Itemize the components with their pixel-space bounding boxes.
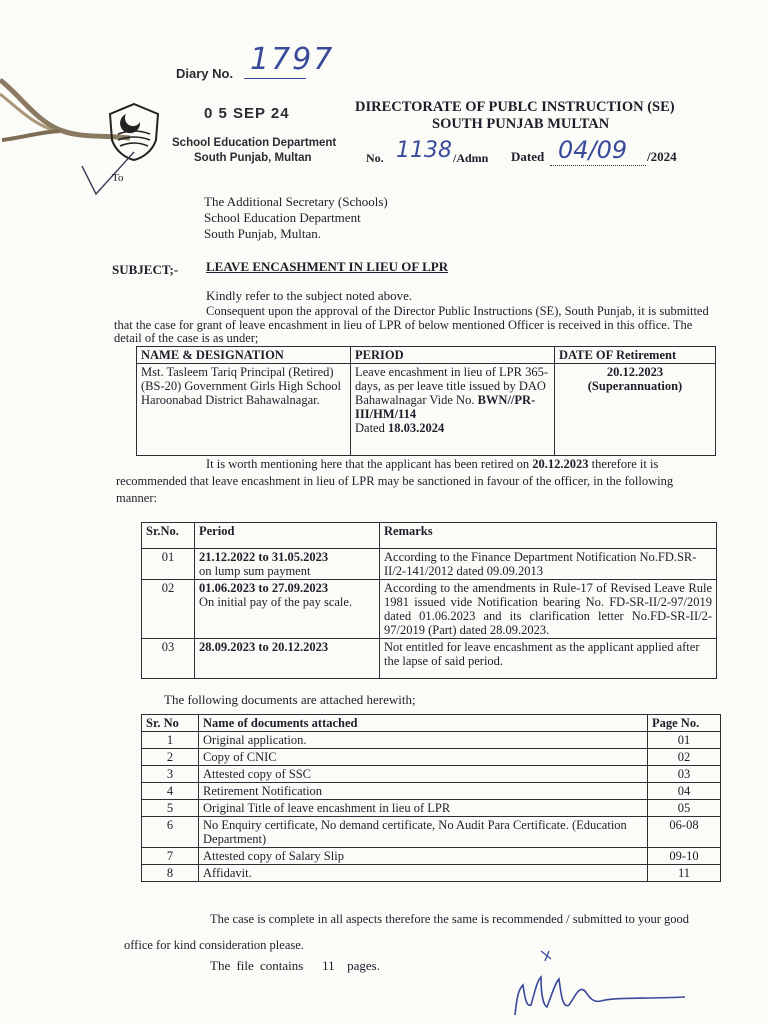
table-header-cell: Sr.No. — [142, 523, 195, 549]
paragraph-recommendation — [116, 456, 716, 507]
diary-label: Diary No. — [176, 66, 234, 81]
table-row — [142, 783, 721, 800]
addressee-line: The Additional Secretary (Schools) — [204, 194, 388, 209]
addressee-block — [204, 194, 388, 242]
dated-underline — [550, 165, 646, 166]
sr-cell: 02 — [142, 580, 195, 639]
document-name-cell: Original application. — [199, 732, 648, 749]
paragraph-file-contains — [210, 958, 380, 974]
sr-cell: 6 — [142, 817, 199, 848]
signature-icon — [505, 945, 705, 1023]
encashment-period-table — [141, 522, 717, 679]
document-name-cell: Attested copy of Salary Slip — [199, 848, 648, 865]
addressee-line: South Punjab, Multan. — [204, 226, 322, 241]
subject-label: SUBJECT;- — [112, 262, 179, 277]
retirement-cell — [555, 364, 716, 456]
dated-label: Dated — [511, 149, 545, 164]
dated-year: /2024 — [647, 149, 677, 164]
table-row — [142, 817, 721, 848]
table-header-cell: Period — [195, 523, 380, 549]
document-name-cell: No Enquiry certificate, No demand certificate, No Audit Para Certificate. (Education Department) — [199, 817, 648, 848]
table-row — [142, 800, 721, 817]
period-dated: 18.03.2024 — [387, 421, 445, 435]
table-header-row — [142, 523, 717, 549]
page-no-cell: 06-08 — [648, 817, 721, 848]
recommendation-text-cont: therefore it is recommended that leave encashment in lieu of LPR may be sanctioned in favour of the officer, in the following manner: — [116, 457, 674, 505]
subject-text: LEAVE ENCASHMENT IN LIEU OF LPR — [206, 259, 449, 274]
sr-cell: 01 — [142, 549, 195, 580]
table-header-cell: Name of documents attached — [199, 715, 648, 732]
checkmark-icon — [78, 150, 138, 200]
table-row — [142, 549, 717, 580]
sr-cell: 1 — [142, 732, 199, 749]
period-dated-label: Dated — [355, 421, 388, 435]
table-row — [142, 848, 721, 865]
table-row — [142, 749, 721, 766]
table-header-cell: DATE OF Retirement — [555, 347, 716, 364]
stamp-dept-line2: South Punjab, Multan — [194, 152, 312, 164]
sr-cell: 3 — [142, 766, 199, 783]
paragraph-consequent: Consequent upon the approval of the Director Public Instructions (SE), South Punjab, it is submitted that the case for grant of leave encashment in lieu of LPR of below mentioned Officer is received in this office. The detail of the case is as under; — [114, 304, 709, 345]
table-header-cell: Page No. — [648, 715, 721, 732]
period-range: 01.06.2023 to 27.09.2023 — [199, 581, 329, 595]
page-no-cell: 01 — [648, 732, 721, 749]
page-no-cell: 05 — [648, 800, 721, 817]
file-contains-text: The file contains — [210, 958, 304, 973]
page-no-cell: 02 — [648, 749, 721, 766]
retirement-type: (Superannuation) — [587, 379, 683, 393]
addressee-line: School Education Department — [204, 210, 361, 225]
document-name-cell: Attested copy of SSC — [199, 766, 648, 783]
period-reference: BWN//PR-III/HM/114 — [355, 393, 536, 421]
table-row — [142, 639, 717, 679]
period-note: On initial pay of the pay scale. — [199, 595, 353, 609]
diary-number-handwritten: 1797 — [250, 42, 335, 77]
table-header-cell: Remarks — [380, 523, 717, 549]
stamp-date: 0 5 SEP 24 — [204, 105, 290, 122]
table-header-row — [142, 715, 721, 732]
period-note: on lump sum payment — [199, 564, 311, 578]
sr-cell: 4 — [142, 783, 199, 800]
sr-cell: 7 — [142, 848, 199, 865]
period-cell — [195, 639, 380, 679]
table-header-row — [137, 347, 716, 364]
document-name-cell: Retirement Notification — [199, 783, 648, 800]
sr-cell: 5 — [142, 800, 199, 817]
retirement-date-inline: 20.12.2023 — [532, 457, 589, 471]
table-row — [142, 580, 717, 639]
page-no-cell: 04 — [648, 783, 721, 800]
table-row — [137, 364, 716, 456]
recommendation-text: It is worth mentioning here that the applicant has been retired on — [206, 457, 533, 471]
table-row — [142, 766, 721, 783]
document-name-cell: Copy of CNIC — [199, 749, 648, 766]
document-name-cell: Original Title of leave encashment in lieu of LPR — [199, 800, 648, 817]
remarks-cell: According to the amendments in Rule-17 of Revised Leave Rule 1981 issued vide Notification bearing No. FD-SR-II/2-97/2019 dated 01.06.2023 and its clarification letter No.FD-SR-II/2-97/2019 (Part) dated 28.09.2023. — [380, 580, 717, 639]
attached-documents-table — [141, 714, 721, 882]
stamp-dept-line1: School Education Department — [172, 137, 337, 149]
dated-handwritten: 04/09 — [558, 136, 628, 164]
letter-no-suffix: /Admn — [453, 151, 489, 165]
remarks-cell: Not entitled for leave encashment as the applicant applied after the lapse of said period. — [380, 639, 717, 679]
period-cell — [195, 580, 380, 639]
file-contains-suffix: pages. — [347, 958, 380, 973]
retirement-date: 20.12.2023 — [606, 365, 664, 379]
case-detail-table — [136, 346, 716, 456]
officer-name-cell: Mst. Tasleem Tariq Principal (Retired) (BS-20) Government Girls High School Haroonabad District Bahawalnagar. — [137, 364, 351, 456]
directorate-heading: DIRECTORATE OF PUBLC INSTRUCTION (SE) — [355, 99, 675, 115]
sr-cell: 8 — [142, 865, 199, 882]
paragraph-conclusion: The case is complete in all aspects therefore the same is recommended / submitted to your good office for kind consideration please. — [124, 912, 690, 952]
period-cell — [195, 549, 380, 580]
table-row — [142, 732, 721, 749]
remarks-cell: According to the Finance Department Notification No.FD.SR-II/2-141/2012 dated 09.09.2013 — [380, 549, 717, 580]
period-range: 28.09.2023 to 20.12.2023 — [199, 640, 329, 654]
directorate-subheading: SOUTH PUNJAB MULTAN — [432, 116, 610, 132]
page-no-cell: 03 — [648, 766, 721, 783]
page-count: 11 — [322, 958, 335, 973]
table-header-cell: PERIOD — [351, 347, 555, 364]
sr-cell: 2 — [142, 749, 199, 766]
period-text: Leave encashment in lieu of LPR 365-days, as per leave title issued by DAO Bahawalnagar Vide No. — [355, 365, 548, 407]
paragraph-refer: Kindly refer to the subject noted above. — [206, 288, 413, 303]
table-header-cell: NAME & DESIGNATION — [137, 347, 351, 364]
page-no-cell: 09-10 — [648, 848, 721, 865]
table-header-cell: Sr. No — [142, 715, 199, 732]
paragraph-documents-intro: The following documents are attached herewith; — [164, 692, 416, 707]
letter-no-label: No. — [366, 151, 384, 165]
page-no-cell: 11 — [648, 865, 721, 882]
period-range: 21.12.2022 to 31.05.2023 — [199, 550, 329, 564]
leave-period-cell — [351, 364, 555, 456]
to-label: To — [112, 172, 124, 184]
table-row — [142, 865, 721, 882]
document-name-cell: Affidavit. — [199, 865, 648, 882]
letter-no-handwritten: 1138 — [396, 138, 452, 163]
sr-cell: 03 — [142, 639, 195, 679]
diary-underline — [244, 78, 306, 79]
